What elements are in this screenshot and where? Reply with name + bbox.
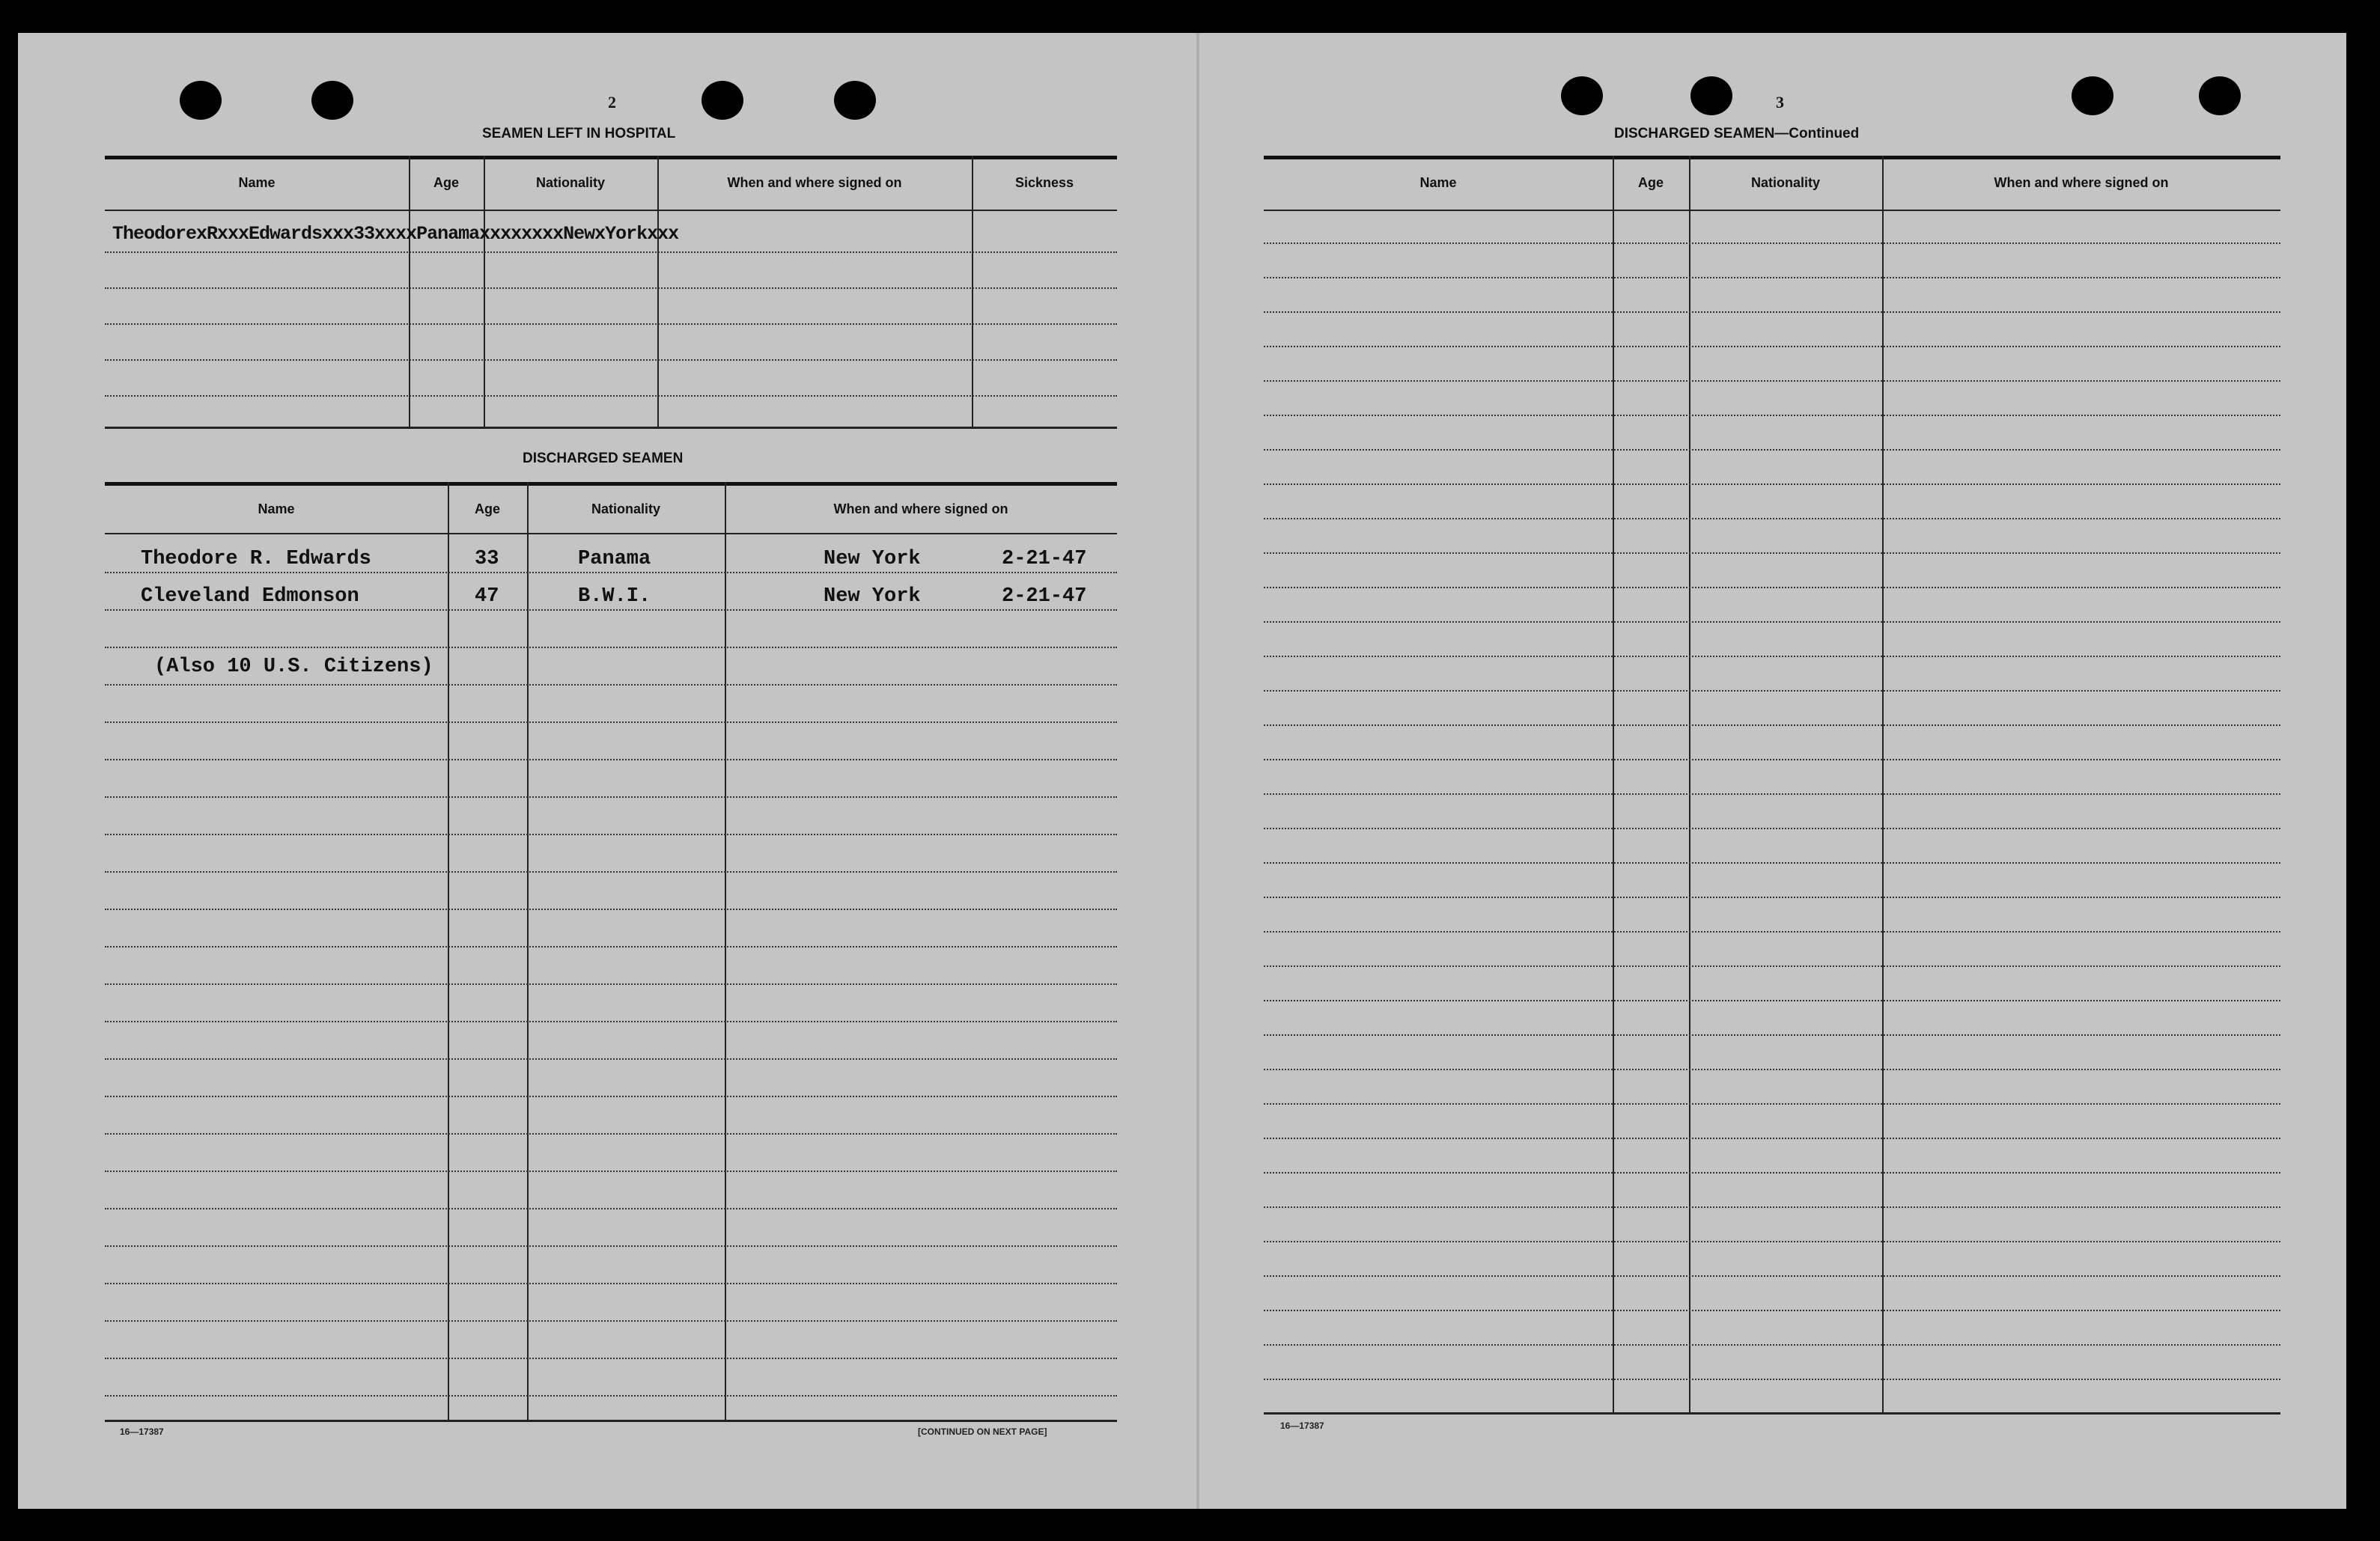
punch-hole bbox=[311, 81, 353, 120]
col-age: Age bbox=[474, 501, 500, 516]
col-nationality: Nationality bbox=[1750, 175, 1820, 190]
punch-hole bbox=[2199, 76, 2241, 115]
seaman-nationality: B.W.I. bbox=[578, 585, 651, 608]
punch-hole bbox=[834, 81, 876, 120]
discharged-table bbox=[105, 482, 1117, 1422]
col-nationality: Nationality bbox=[591, 501, 660, 516]
col-nationality: Nationality bbox=[535, 175, 605, 190]
seaman-age: 33 bbox=[475, 548, 499, 570]
col-name: Name bbox=[238, 175, 276, 190]
seaman-date: 2-21-47 bbox=[1002, 548, 1087, 570]
hospital-title: SEAMEN LEFT IN HOSPITAL bbox=[482, 126, 676, 141]
seaman-age: 47 bbox=[475, 585, 499, 608]
continued-note: [CONTINUED ON NEXT PAGE] bbox=[918, 1426, 1047, 1437]
punch-hole bbox=[1690, 76, 1732, 115]
seaman-place: New York bbox=[824, 585, 921, 608]
col-sickness: Sickness bbox=[1014, 175, 1074, 190]
seaman-name: Cleveland Edmonson bbox=[141, 585, 359, 608]
discharged-title: DISCHARGED SEAMEN bbox=[523, 451, 684, 466]
seaman-date: 2-21-47 bbox=[1002, 585, 1087, 608]
col-signed-on: When and where signed on bbox=[833, 501, 1008, 516]
citizens-note: (Also 10 U.S. Citizens) bbox=[154, 656, 433, 678]
col-age: Age bbox=[433, 175, 459, 190]
punch-hole bbox=[180, 81, 222, 120]
col-name: Name bbox=[258, 501, 295, 516]
punch-hole bbox=[701, 81, 743, 120]
col-name: Name bbox=[1419, 175, 1457, 190]
page-number: 2 bbox=[608, 93, 616, 112]
hospital-table bbox=[105, 156, 1117, 429]
punch-hole bbox=[1561, 76, 1603, 115]
struck-entry: TheodorexRxxxEdwardsxxx33xxxxPanamaxxxxxxxxNewxYorkxxx bbox=[112, 223, 679, 245]
seaman-place: New York bbox=[824, 548, 921, 570]
col-signed-on: When and where signed on bbox=[1994, 175, 2169, 190]
col-signed-on: When and where signed on bbox=[727, 175, 902, 190]
seaman-nationality: Panama bbox=[578, 548, 651, 570]
punch-hole bbox=[2072, 76, 2113, 115]
page-fold bbox=[1196, 33, 1199, 1509]
col-age: Age bbox=[1637, 175, 1664, 190]
form-number: 16—17387 bbox=[120, 1426, 164, 1437]
discharged-continued-title: DISCHARGED SEAMEN—Continued bbox=[1614, 126, 1860, 141]
form-number: 16—17387 bbox=[1280, 1421, 1324, 1431]
discharged-continued-table bbox=[1264, 156, 2280, 1415]
page-number: 3 bbox=[1776, 93, 1784, 112]
seaman-name: Theodore R. Edwards bbox=[141, 548, 371, 570]
